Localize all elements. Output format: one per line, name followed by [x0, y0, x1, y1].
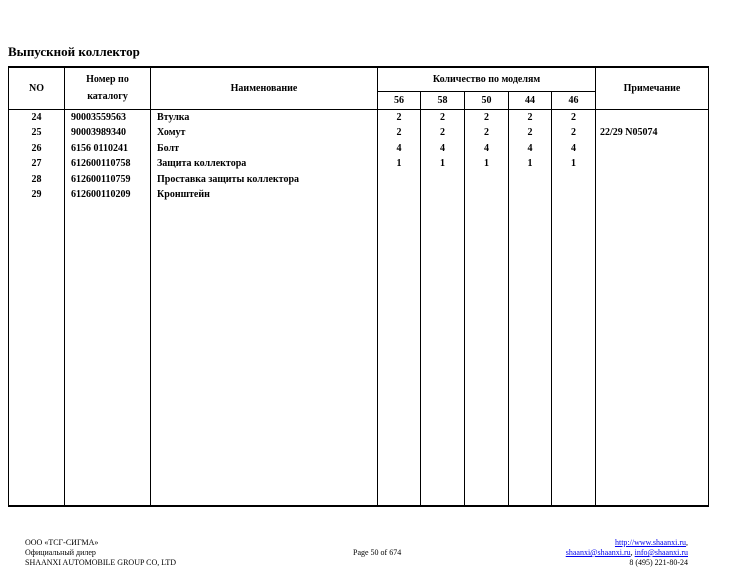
- row-qty: 2: [509, 109, 552, 125]
- header-model: 46: [552, 91, 596, 109]
- row-qty: 1: [465, 156, 509, 172]
- table-filler-row: [9, 203, 709, 507]
- header-catalog-line2: каталогу: [87, 91, 128, 103]
- filler-cell: [596, 203, 709, 507]
- row-qty: [509, 172, 552, 188]
- footer-company: ООО «ТСГ-СИГМА»: [25, 538, 99, 547]
- row-qty: 2: [421, 109, 465, 125]
- table-row: [9, 109, 709, 125]
- footer-company-block: [25, 538, 176, 568]
- row-name: Втулка: [151, 109, 378, 125]
- row-qty: 2: [552, 125, 596, 141]
- filler-cell: [9, 203, 65, 507]
- header-model: 56: [378, 91, 421, 109]
- row-catalog: 612600110209: [65, 187, 151, 203]
- row-qty: 2: [552, 109, 596, 125]
- row-qty: [421, 187, 465, 203]
- row-qty: [378, 187, 421, 203]
- header-note: Примечание: [596, 67, 709, 109]
- header-model: 50: [465, 91, 509, 109]
- row-no: 28: [9, 172, 65, 188]
- table-row: [9, 187, 709, 203]
- filler-cell: [378, 203, 421, 507]
- row-catalog: 6156 0110241: [65, 141, 151, 157]
- row-qty: [421, 172, 465, 188]
- row-name: Проставка защиты коллектора: [151, 172, 378, 188]
- row-qty: 4: [465, 141, 509, 157]
- footer-phone: 8 (495) 221-80-24: [629, 558, 688, 567]
- row-qty: [509, 187, 552, 203]
- row-qty: 4: [552, 141, 596, 157]
- header-model: 58: [421, 91, 465, 109]
- footer-dealer: Официальный дилер: [25, 548, 96, 557]
- footer-email-link[interactable]: shaanxi@shaanxi.ru: [565, 548, 631, 557]
- row-qty: [465, 172, 509, 188]
- filler-cell: [509, 203, 552, 507]
- header-qty-group: Количество по моделям: [378, 67, 596, 91]
- row-name: Болт: [151, 141, 378, 157]
- footer-info-email-link[interactable]: info@shaanxi.ru: [634, 548, 688, 557]
- footer-email-separator: ,: [630, 548, 635, 557]
- table-row: [9, 141, 709, 157]
- row-no: 25: [9, 125, 65, 141]
- row-note: [596, 109, 709, 125]
- filler-cell: [552, 203, 596, 507]
- row-qty: [378, 172, 421, 188]
- footer-website-suffix: ,: [686, 538, 688, 547]
- row-name: Кронштейн: [151, 187, 378, 203]
- table-row: [9, 172, 709, 188]
- row-qty: [465, 187, 509, 203]
- row-no: 26: [9, 141, 65, 157]
- row-qty: 4: [378, 141, 421, 157]
- row-qty: 1: [552, 156, 596, 172]
- row-no: 29: [9, 187, 65, 203]
- row-qty: 2: [465, 109, 509, 125]
- footer-contacts-block: [566, 538, 688, 568]
- header-model: 44: [509, 91, 552, 109]
- row-qty: [552, 187, 596, 203]
- parts-table: [8, 66, 709, 507]
- row-note: [596, 141, 709, 157]
- row-note: [596, 187, 709, 203]
- header-catalog-line1: Номер по: [86, 74, 129, 86]
- table-row: [9, 125, 709, 141]
- row-catalog: 90003559563: [65, 109, 151, 125]
- row-qty: 2: [509, 125, 552, 141]
- row-qty: 1: [378, 156, 421, 172]
- filler-cell: [421, 203, 465, 507]
- table-row: [9, 156, 709, 172]
- footer-manufacturer: SHAANXI AUTOMOBILE GROUP CO, LTD: [25, 558, 177, 567]
- page-title: Выпускной коллектор: [8, 44, 140, 59]
- row-name: Защита коллектора: [151, 156, 378, 172]
- row-no: 24: [9, 109, 65, 125]
- filler-cell: [465, 203, 509, 507]
- row-qty: 2: [378, 109, 421, 125]
- header-catalog: [65, 67, 151, 109]
- row-note: 22/29 N05074: [596, 125, 709, 141]
- row-qty: 2: [465, 125, 509, 141]
- row-qty: 2: [378, 125, 421, 141]
- row-name: Хомут: [151, 125, 378, 141]
- row-no: 27: [9, 156, 65, 172]
- row-qty: 2: [421, 125, 465, 141]
- row-catalog: 90003989340: [65, 125, 151, 141]
- footer-page-number: Page 50 of 674: [353, 548, 402, 557]
- row-qty: [552, 172, 596, 188]
- row-note: [596, 172, 709, 188]
- filler-cell: [151, 203, 378, 507]
- filler-cell: [65, 203, 151, 507]
- row-qty: 4: [509, 141, 552, 157]
- row-catalog: 612600110758: [65, 156, 151, 172]
- row-qty: 4: [421, 141, 465, 157]
- row-qty: 1: [509, 156, 552, 172]
- header-no: NO: [9, 67, 65, 109]
- row-catalog: 612600110759: [65, 172, 151, 188]
- row-note: [596, 156, 709, 172]
- row-qty: 1: [421, 156, 465, 172]
- header-name: Наименование: [151, 67, 378, 109]
- footer-website-link[interactable]: http://www.shaanxi.ru: [614, 538, 686, 547]
